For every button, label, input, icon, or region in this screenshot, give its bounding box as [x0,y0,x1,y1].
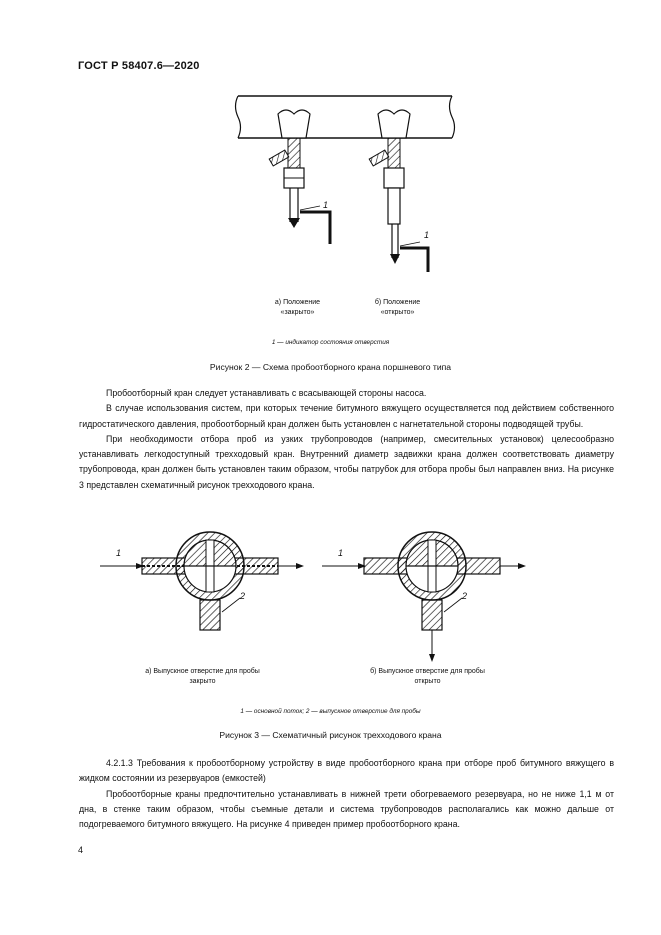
figure-3-sublabel-a: а) Выпускное отверстие для пробы закрыто [145,668,260,685]
document-header: ГОСТ Р 58407.6—2020 [78,60,200,72]
figure-2-caption: Рисунок 2 — Схема пробоотборного крана поршневого типа [209,362,452,372]
figure-2-sublabel-a: а) Положение «закрыто» [274,299,321,316]
paragraph: Пробоотборные краны предпочтительно устанавливать в нижней трети обогреваемого резервуара, но не ниже 1,1 м от дна, в стенке таким образом, чтобы съемные детали и система трубопроводов располагались как можно дальше от подогреваемого битумного вяжущего. На рисунке 4 приведен пример пробоотборного крана. [79,788,614,830]
figure-3-callout-2-left: 2 [240,591,246,601]
paragraph: Пробоотборный кран следует устанавливать с всасывающей стороны насоса. [106,388,427,398]
figure-2-drawing [230,92,460,272]
page-number: 4 [78,845,84,855]
figure-3-callout-1-right: 1 [338,548,344,558]
figure-3-caption: Рисунок 3 — Схематичный рисунок трехходового крана [219,730,442,740]
figure-3-sublabel-b: б) Выпускное отверстие для пробы открыто [370,668,485,685]
figure-2-callout-right: 1 [424,230,430,240]
valve-3-open [322,532,526,662]
body-text-block-2 [79,756,614,832]
figure-2-sublabel-b: б) Положение «открыто» [374,299,421,316]
paragraph: В случае использования систем, при которых течение битумного вяжущего осуществляется под действием собственного гидростатического давления, пробоотборный кран должен быть установлен с нагнетательной стороны подводящей трубы. [79,403,614,429]
valve-open-drawing [369,110,428,272]
paragraph: При необходимости отбора проб из узких трубопроводов (например, смесительных установок) целесообразно устанавливать легкодоступный трехходовый кран. Внутренний диаметр задвижки крана должен соответствовать диаметру трубопровода, кран должен быть установлен таким образом, чтобы патрубок для отбора пробы был направлен вниз. На рисунке 3 представлен схематичный рисунок трехходового крана. [79,433,614,490]
figure-3-callout-1-left: 1 [116,548,122,558]
figure-3-legend: 1 — основной поток; 2 — выпускное отверстие для пробы [240,708,421,715]
figure-2-callout-left: 1 [323,200,329,210]
valve-3-closed [100,532,304,630]
figure-3-drawing [100,520,540,670]
figure-2-legend: 1 — индикатор состояния отверстия [271,339,390,346]
paragraph: 4.2.1.3 Требования к пробоотборному устройству в виде пробоотборного крана при отборе проб битумного вяжущего в жидком состоянии из резервуаров (емкостей) [79,758,614,784]
body-text-block-1 [79,386,614,493]
figure-3-callout-2-right: 2 [462,591,468,601]
valve-closed-drawing [269,110,330,244]
